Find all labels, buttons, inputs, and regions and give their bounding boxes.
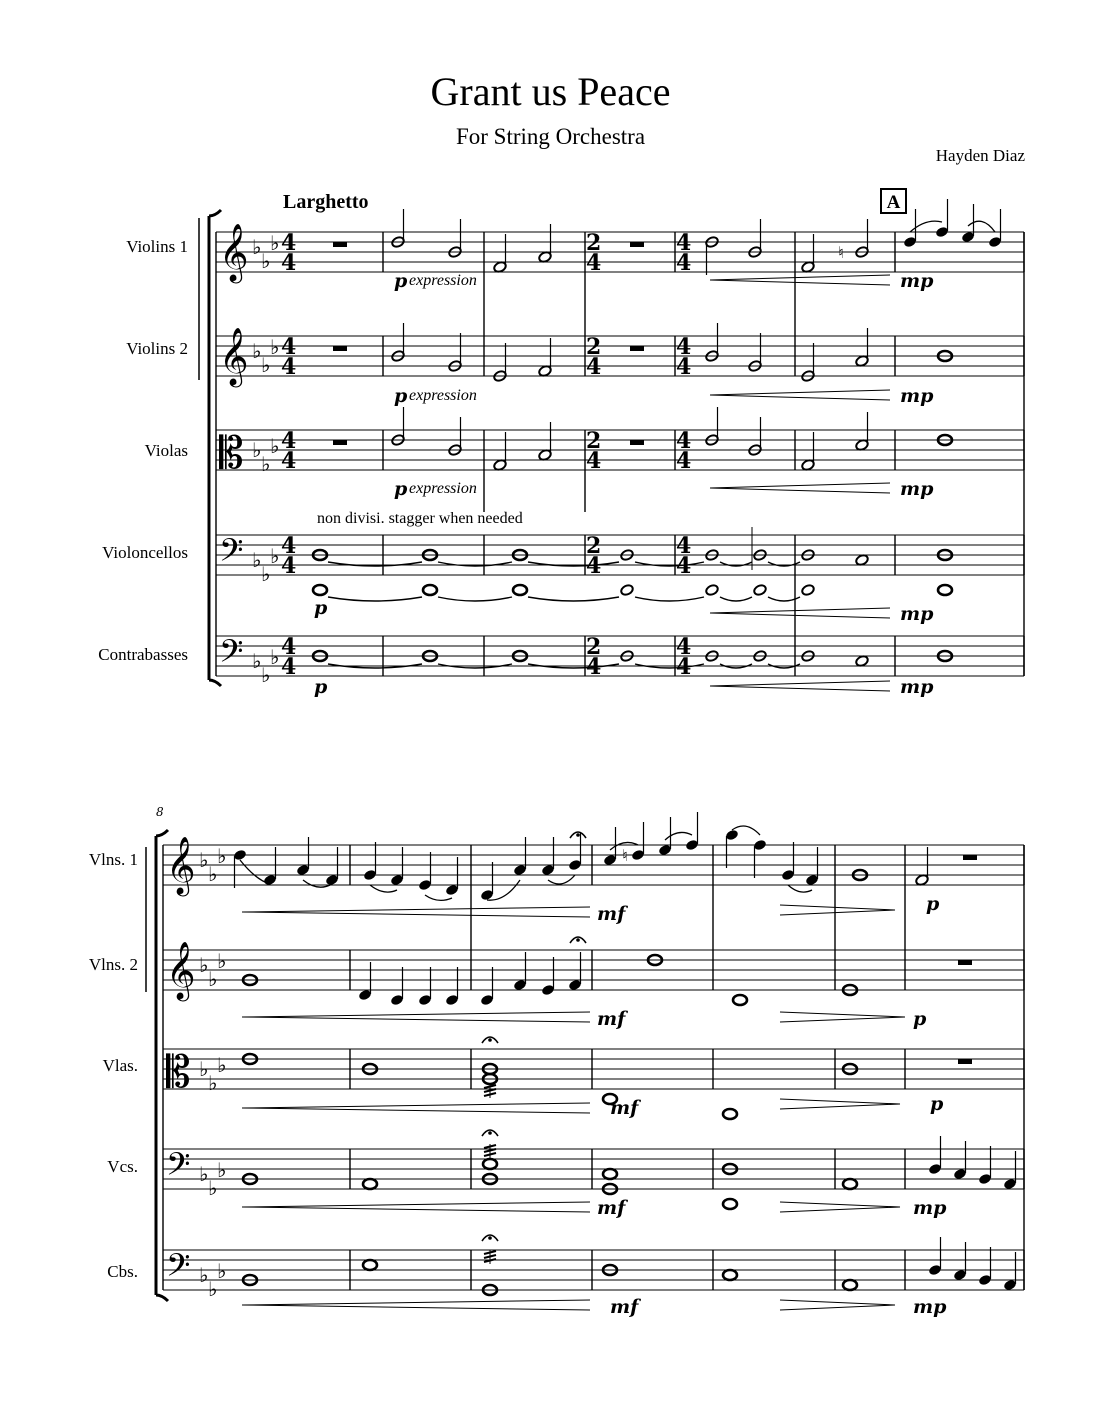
time-sig-den: 4 [586,553,602,579]
bracket-bottom [209,680,221,686]
alto-clef: 𝄡 [166,1047,191,1098]
tempo-marking: Larghetto [283,191,369,213]
hairpin [242,1305,590,1310]
dynamic-mf: mf [597,903,626,925]
hairpin [710,681,890,686]
hairpin [710,608,890,613]
bass-clef: 𝄢 [166,1146,191,1190]
flat-accidental: ♭ [270,434,280,458]
flat-accidental: ♭ [261,249,271,273]
treble-clef: 𝄞 [219,223,249,281]
time-sig-num: 2 [586,428,602,454]
instrument-name: Violins 1 [126,237,188,256]
natural-accidental: ♮ [838,243,844,262]
dynamic-p: p [394,270,408,292]
flat-accidental: ♭ [270,335,280,359]
hairpin [780,1017,905,1022]
time-sig-num: 4 [676,334,692,360]
time-sig-num: 4 [676,230,692,256]
instrument-name: Violoncellos [102,543,188,562]
dynamic-mp: mp [900,385,934,407]
bass-clef: 𝄢 [166,1247,191,1291]
whole-note [363,1179,377,1189]
tie [328,597,422,601]
expression-text: expression [409,387,477,404]
whole-note [313,585,327,595]
whole-note [603,1094,617,1104]
time-sig-num: 4 [281,334,297,360]
dynamic-p: p [930,1093,944,1115]
slur [665,832,692,840]
natural-accidental: ♮ [622,846,628,865]
hairpin [710,488,890,493]
fermata-dot [488,1038,492,1042]
whole-note [603,1169,617,1179]
time-sig-num: 4 [281,634,297,660]
whole-note [723,1199,737,1209]
dynamic-p: p [394,478,408,500]
hairpin [780,1202,900,1207]
hairpin [242,1012,590,1017]
flat-accidental: ♭ [252,438,262,462]
flat-accidental: ♭ [217,1259,227,1283]
whole-note [843,1280,857,1290]
whole-rest [630,346,644,351]
flat-accidental: ♭ [217,1053,227,1077]
time-sig-num: 4 [676,634,692,660]
dynamic-mp: mp [900,676,934,698]
hairpin [710,483,890,488]
instrument-name: Cbs. [107,1262,138,1281]
hairpin [242,1103,590,1108]
fermata-dot [576,833,580,837]
fermata-dot [488,1236,492,1240]
hairpin [780,1104,900,1109]
hairpin [780,1207,900,1212]
bass-clef: 𝄢 [219,532,244,576]
treble-clef: 𝄞 [166,941,196,999]
slur [788,885,812,892]
dynamic-p: p [913,1008,927,1030]
fermata-dot [576,938,580,942]
instrument-name: Vlas. [102,1056,138,1075]
dynamic-mp: mp [900,270,934,292]
whole-rest [958,960,972,965]
hairpin [242,1300,590,1305]
flat-accidental: ♭ [261,562,271,586]
bass-clef: 𝄢 [219,633,244,677]
half-note [620,584,635,597]
hairpin [710,280,890,285]
tie [438,597,512,601]
flat-accidental: ♭ [199,953,209,977]
time-sig-den: 4 [281,250,297,276]
time-sig-num: 4 [676,533,692,559]
slur [425,895,452,900]
flat-accidental: ♭ [217,949,227,973]
time-sig-den: 4 [676,553,692,579]
instrument-name: Contrabasses [98,645,188,664]
time-sig-den: 4 [281,354,297,380]
flat-accidental: ♭ [199,848,209,872]
dynamic-p: p [394,385,408,407]
whole-note [843,1179,857,1189]
alto-clef: 𝄡 [219,428,244,479]
time-sig-num: 2 [586,634,602,660]
whole-rest [630,242,644,247]
time-sig-den: 4 [676,654,692,680]
flat-accidental: ♭ [208,1071,218,1095]
hairpin [242,1207,590,1212]
whole-rest [333,346,347,351]
time-sig-den: 4 [586,354,602,380]
dynamic-mf: mf [597,1008,626,1030]
time-sig-num: 4 [281,533,297,559]
dynamic-p: p [926,893,940,915]
hairpin [242,1202,590,1207]
hairpin [780,905,895,910]
whole-rest [333,440,347,445]
expression-text: expression [409,272,477,289]
hairpin [780,1300,895,1305]
time-sig-den: 4 [281,654,297,680]
flat-accidental: ♭ [208,967,218,991]
treble-clef: 𝄞 [166,836,196,894]
flat-accidental: ♭ [199,1263,209,1287]
dynamic-mf: mf [597,1197,626,1219]
flat-accidental: ♭ [261,452,271,476]
technique-text: non divisi. stagger when needed [317,510,523,527]
dynamic-mp: mp [900,478,934,500]
fermata-dot [488,1131,492,1135]
rehearsal-mark: A [880,188,907,214]
flat-accidental: ♭ [270,645,280,669]
hairpin [710,390,890,395]
time-sig-den: 4 [676,448,692,474]
hairpin [780,1305,895,1310]
hairpin [242,1017,590,1022]
flat-accidental: ♭ [208,1176,218,1200]
whole-rest [958,1059,972,1064]
slur [910,221,942,232]
hairpin [780,1099,900,1104]
tie [635,597,704,601]
flat-accidental: ♭ [252,548,262,572]
flat-accidental: ♭ [199,1057,209,1081]
hairpin [242,1108,590,1113]
dynamic-mf: mf [610,1097,639,1119]
hairpin [710,275,890,280]
whole-note [723,1270,737,1280]
expression-text: expression [409,480,477,497]
time-sig-den: 4 [281,553,297,579]
flat-accidental: ♭ [208,862,218,886]
hairpin [710,613,890,618]
slur [370,885,397,892]
slur [548,875,575,884]
time-sig-den: 4 [586,448,602,474]
flat-accidental: ♭ [252,339,262,363]
instrument-name: Vlns. 2 [88,955,138,974]
instrument-name: Vlns. 1 [88,850,138,869]
bracket-bottom [156,1295,168,1301]
hairpin [710,395,890,400]
time-sig-den: 4 [676,250,692,276]
dynamic-mp: mp [913,1197,947,1219]
flat-accidental: ♭ [217,1158,227,1182]
hairpin [780,910,895,915]
half-note [801,584,816,597]
dynamic-mp: mp [913,1296,947,1318]
time-sig-den: 4 [586,654,602,680]
tie [720,597,752,601]
tie [528,597,619,601]
whole-rest [333,242,347,247]
time-sig-den: 4 [586,250,602,276]
hairpin [780,1012,905,1017]
time-sig-num: 4 [281,428,297,454]
hairpin [242,912,590,917]
whole-note [363,1260,377,1270]
bracket-top [209,210,221,216]
measure-number: 8 [156,805,164,819]
flat-accidental: ♭ [252,649,262,673]
instrument-name: Violas [144,441,188,460]
flat-accidental: ♭ [261,353,271,377]
whole-note [938,585,952,595]
whole-note [723,1109,737,1119]
slur [968,221,995,232]
time-sig-num: 4 [676,428,692,454]
whole-note [733,995,747,1005]
hairpin [242,907,590,912]
whole-note [483,1159,497,1169]
composer: Hayden Diaz [935,146,1025,165]
flat-accidental: ♭ [208,1277,218,1301]
time-sig-num: 4 [281,230,297,256]
score-subtitle: For String Orchestra [455,124,646,149]
score-title: Grant us Peace [430,69,671,114]
whole-rest [963,855,977,860]
flat-accidental: ♭ [270,544,280,568]
dynamic-mf: mf [610,1296,639,1318]
treble-clef: 𝄞 [219,327,249,385]
flat-accidental: ♭ [217,844,227,868]
hairpin [710,686,890,691]
whole-rest [630,440,644,445]
time-sig-num: 2 [586,334,602,360]
half-note [753,584,768,597]
whole-note [423,585,437,595]
half-note [705,584,720,597]
time-sig-num: 2 [586,230,602,256]
whole-note [513,585,527,595]
time-sig-num: 2 [586,533,602,559]
flat-accidental: ♭ [270,231,280,255]
time-sig-den: 4 [676,354,692,380]
dynamic-mp: mp [900,603,934,625]
dynamic-p: p [314,597,328,619]
flat-accidental: ♭ [252,235,262,259]
flat-accidental: ♭ [199,1162,209,1186]
instrument-name: Vcs. [107,1157,138,1176]
dynamic-p: p [314,676,328,698]
time-sig-den: 4 [281,448,297,474]
instrument-name: Violins 2 [126,339,188,358]
flat-accidental: ♭ [261,663,271,687]
